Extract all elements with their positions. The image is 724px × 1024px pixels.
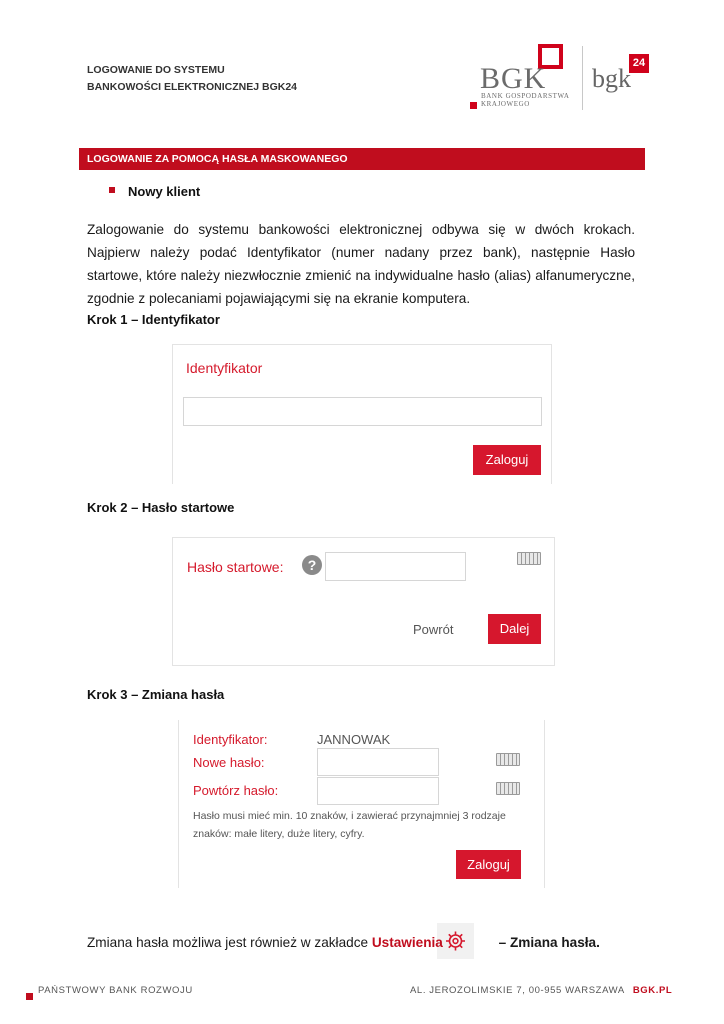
bgk-logo (468, 40, 578, 112)
haslo-startowe-input[interactable] (325, 552, 466, 581)
section-title: LOGOWANIE ZA POMOCĄ HASŁA MASKOWANEGO (79, 148, 645, 170)
footer-left: PAŃSTWOWY BANK ROZWOJU (38, 985, 193, 996)
nowe-haslo-label: Nowe hasło: (193, 755, 265, 770)
back-button[interactable]: Powrót (413, 622, 454, 637)
bgk24-logo (592, 50, 652, 100)
intro-paragraph: Zalogowanie do systemu bankowości elektronicznej odbywa się w dwóch krokach. Najpierw należy podać Identyfikator (numer nadany przez bank), następnie Hasło startowe, które należy niezwłocznie zmienić na indywidualne hasło (alias) alfanumeryczne, zgodnie z polecaniami pojawiającymi się na ekranie komputera. (87, 222, 635, 306)
settings-link: Ustawienia (371, 935, 443, 950)
header-title (87, 62, 297, 96)
step2-panel (172, 537, 555, 666)
nowe-haslo-input[interactable] (317, 748, 439, 776)
logo-24-badge: 24 (629, 54, 649, 73)
logo-sub-line1: BANK GOSPODARSTWA (481, 92, 570, 100)
identyfikator-input[interactable] (183, 397, 542, 426)
password-hint: Hasło musi mieć min. 10 znaków, i zawierać przynajmniej 3 rodzaje znaków: małe litery, duże litery, cyfry. (193, 810, 506, 840)
final-text-before: Zmiana hasła możliwa jest również w zakładce (87, 935, 372, 950)
login-button[interactable]: Zaloguj (473, 445, 541, 475)
footer-address: AL. JEROZOLIMSKIE 7, 00-955 WARSZAWA (410, 985, 625, 996)
login-button-3[interactable]: Zaloguj (456, 850, 521, 879)
identyfikator-label: Identyfikator (186, 360, 263, 376)
logo-divider (582, 46, 583, 110)
logo-dot-icon (470, 102, 477, 109)
header-title-line1: LOGOWANIE DO SYSTEMU (87, 64, 225, 76)
powtorz-haslo-input[interactable] (317, 777, 439, 805)
step1-panel (172, 344, 552, 484)
step1-heading: Krok 1 – Identyfikator (87, 312, 220, 327)
logo-bgk-subtext (481, 92, 570, 108)
logo-bgk24-text: bgk (592, 64, 631, 93)
footer-site: BGK.PL (632, 985, 673, 996)
next-button[interactable]: Dalej (488, 614, 541, 644)
bullet-icon (109, 187, 115, 193)
step2-heading: Krok 2 – Hasło startowe (87, 500, 235, 515)
logo-sub-line2: KRAJOWEGO (481, 100, 530, 108)
final-line (87, 935, 600, 950)
step3-heading: Krok 3 – Zmiana hasła (87, 687, 225, 702)
bullet-label: Nowy klient (128, 184, 201, 199)
header-title-line2: BANKOWOŚCI ELEKTRONICZNEJ BGK24 (87, 81, 298, 93)
virtual-keyboard-icon[interactable] (517, 552, 541, 565)
logo-bgk-text: BGK (480, 62, 547, 95)
step3-panel (178, 720, 545, 888)
identyfikator-label-3: Identyfikator: (193, 732, 268, 747)
footer-dot-icon (26, 993, 33, 1000)
virtual-keyboard-icon[interactable] (496, 753, 520, 766)
help-icon[interactable]: ? (302, 555, 322, 575)
powtorz-haslo-label: Powtórz hasło: (193, 783, 279, 798)
haslo-startowe-label: Hasło startowe: (187, 559, 284, 575)
identyfikator-value: JANNOWAK (317, 732, 391, 747)
final-text-after: – Zmiana hasła. (498, 935, 600, 950)
footer-right (410, 985, 672, 996)
virtual-keyboard-icon[interactable] (496, 782, 520, 795)
